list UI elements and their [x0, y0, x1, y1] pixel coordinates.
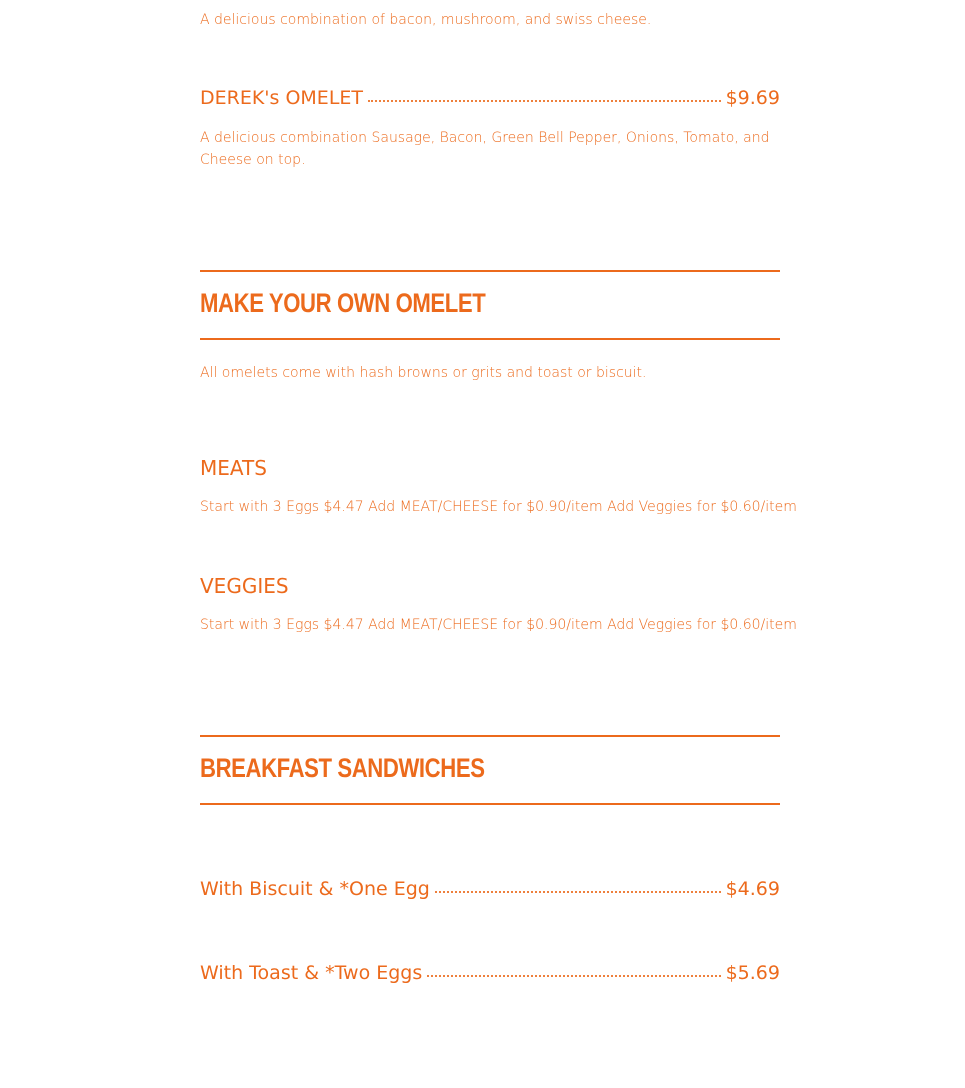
menu-item-name: With Toast & *Two Eggs [200, 962, 423, 984]
menu-item-toast-two-eggs [200, 962, 780, 984]
section-bottom-divider [200, 803, 780, 805]
menu-item-dereks-omelet [200, 87, 780, 109]
prev-item-description: A delicious combination of bacon, mushroom, and swiss cheese. [200, 12, 652, 28]
dotted-leader [435, 891, 721, 893]
dotted-leader [427, 975, 720, 977]
subheading-veggies: VEGGIES [200, 574, 289, 598]
section-title-breakfast-sandwiches: BREAKFAST SANDWICHES [200, 753, 485, 783]
dotted-leader [368, 100, 721, 102]
menu-item-price: $5.69 [725, 962, 780, 984]
subheading-meats: MEATS [200, 456, 267, 480]
menu-item-price: $4.69 [725, 878, 780, 900]
veggies-description: Start with 3 Eggs $4.47 Add MEAT/CHEESE for $0.90/item Add Veggies for $0.60/item [200, 617, 797, 633]
section-top-divider [200, 270, 780, 272]
menu-item-biscuit-one-egg [200, 878, 780, 900]
menu-item-name: With Biscuit & *One Egg [200, 878, 430, 900]
section-bottom-divider [200, 338, 780, 340]
section-note: All omelets come with hash browns or grits and toast or biscuit. [200, 365, 647, 381]
section-top-divider [200, 735, 780, 737]
section-title-make-your-own-omelet: MAKE YOUR OWN OMELET [200, 288, 486, 318]
meats-description: Start with 3 Eggs $4.47 Add MEAT/CHEESE for $0.90/item Add Veggies for $0.60/item [200, 499, 797, 515]
menu-item-name: DEREK's OMELET [200, 87, 364, 109]
menu-item-price: $9.69 [725, 87, 780, 109]
menu-item-description: A delicious combination Sausage, Bacon, Green Bell Pepper, Onions, Tomato, and Cheese on top. [200, 130, 770, 168]
